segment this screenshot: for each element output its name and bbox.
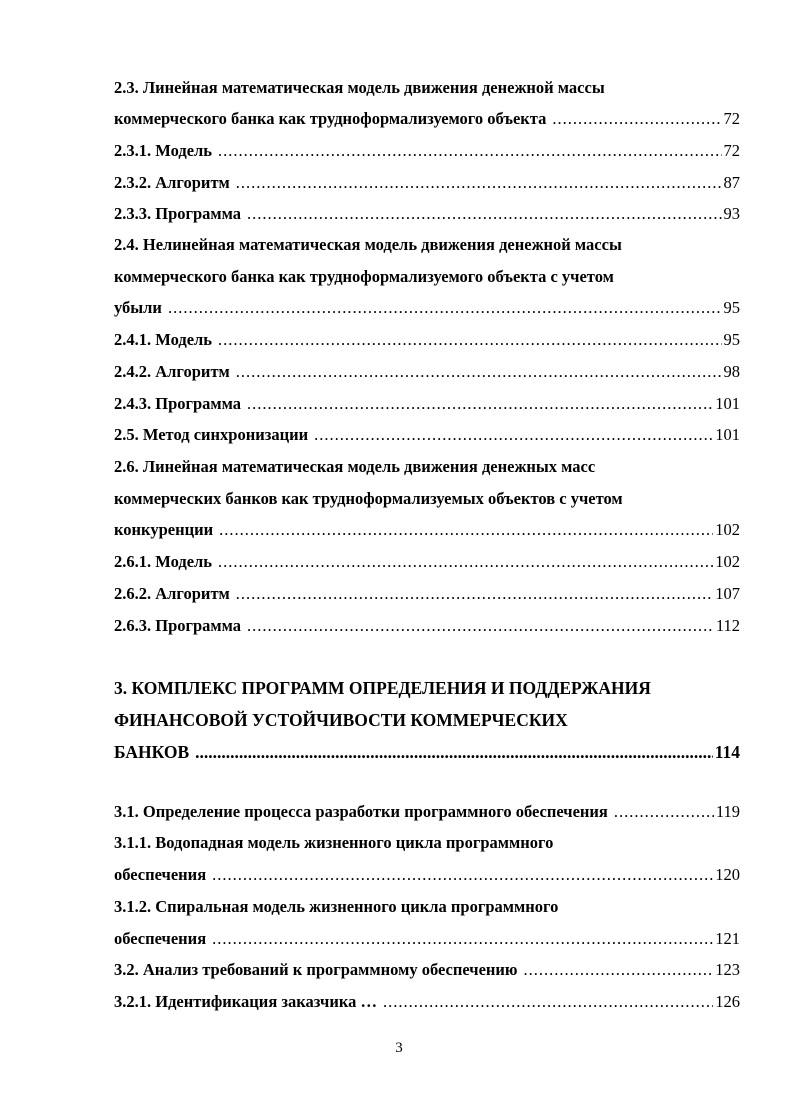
dot-leader [552,107,721,131]
toc-entry-title: 3.2.1. Идентификация заказчика … [114,992,378,1011]
dot-leader [212,927,713,951]
toc-entry-title: обеспечения [114,929,207,948]
toc-entry-title: 2.3. Линейная математическая модель движения денежной массы [114,78,605,97]
toc-entry-title: 2.6.3. Программа [114,616,242,635]
toc-entry[interactable] [114,139,740,163]
toc-entry[interactable] [114,107,740,131]
toc-entry[interactable] [114,927,740,951]
toc-entry-title: 2.3.2. Алгоритм [114,173,230,192]
toc-page-number: 114 [714,742,740,762]
dot-leader [218,550,713,574]
toc-chapter-title: БАНКОВ [114,742,190,762]
dot-leader [236,360,722,384]
toc-entry-title: 2.4.3. Программа [114,394,242,413]
dot-leader [212,863,713,887]
toc-entry[interactable] [114,863,740,887]
toc-entry[interactable] [114,958,740,982]
toc-line [114,233,740,257]
dot-leader [614,800,714,824]
toc-entry-title: 3.1.1. Водопадная модель жизненного цикла программного [114,833,554,852]
toc-chapter-line [114,674,740,702]
toc-page-number: 107 [715,584,740,603]
toc-page-number: 102 [715,552,740,571]
dot-leader [168,296,722,320]
toc-entry-title: обеспечения [114,865,207,884]
toc-entry[interactable] [114,296,740,320]
toc-page-number: 120 [715,865,740,884]
toc-line [114,265,740,289]
toc-entry-title: 2.5. Метод синхронизации [114,425,309,444]
toc-page-number: 87 [723,173,740,192]
dot-leader [195,738,713,766]
toc-entry[interactable] [114,171,740,195]
toc-entry-title: конкуренции [114,520,214,539]
toc-entry-title: 2.4.1. Модель [114,330,213,349]
toc-line [114,487,740,511]
toc-entry[interactable] [114,550,740,574]
toc-chapter-title: 3. КОМПЛЕКС ПРОГРАММ ОПРЕДЕЛЕНИЯ И ПОДДЕРЖАНИЯ [114,678,651,698]
dot-leader [524,958,714,982]
toc-line [114,455,740,479]
toc-chapter-line [114,706,740,734]
toc-entry[interactable] [114,582,740,606]
dot-leader [247,202,721,226]
page-number: 3 [395,1040,403,1056]
toc-page-number: 95 [723,330,740,349]
toc-entry-title: 2.3.3. Программа [114,204,242,223]
toc-page-number: 121 [715,929,740,948]
toc-entry-title: 3.1. Определение процесса разработки программного обеспечения [114,802,608,821]
dot-leader [218,139,721,163]
toc-entry-title: коммерческого банка как трудноформализуемого объекта [114,109,547,128]
toc-page-number: 93 [723,204,740,223]
toc-entry[interactable] [114,423,740,447]
toc-page-number: 101 [715,425,740,444]
toc-entry[interactable] [114,614,740,638]
toc-entry-title: коммерческих банков как трудноформализуемых объектов с учетом [114,489,623,508]
toc-entry[interactable] [114,360,740,384]
toc-line [114,895,740,919]
dot-leader [247,392,713,416]
toc-page-number: 98 [723,362,740,381]
dot-leader [219,518,713,542]
toc-entry-title: 3.1.2. Спиральная модель жизненного цикла программного [114,897,559,916]
toc-entry[interactable] [114,518,740,542]
toc-page-number: 72 [723,109,740,128]
toc-page-number: 72 [723,141,740,160]
toc-entry-title: 2.6.1. Модель [114,552,213,571]
toc-entry-title: 2.4. Нелинейная математическая модель движения денежной массы [114,235,622,254]
toc-entry[interactable] [114,800,740,824]
toc-line [114,76,740,100]
toc-page-number: 126 [715,992,740,1011]
toc-chapter-title: ФИНАНСОВОЙ УСТОЙЧИВОСТИ КОММЕРЧЕСКИХ [114,710,568,730]
toc-entry[interactable] [114,328,740,352]
dot-leader [236,582,713,606]
toc-entry-title: 2.6.2. Алгоритм [114,584,230,603]
dot-leader [236,171,722,195]
dot-leader [314,423,713,447]
toc-entry-title: убыли [114,298,162,317]
toc-chapter-entry[interactable] [114,738,740,766]
dot-leader [247,614,714,638]
toc-entry-title: 3.2. Анализ требований к программному обеспечению [114,960,518,979]
toc-page-number: 102 [715,520,740,539]
toc-page-number: 123 [715,960,740,979]
toc-page-number: 95 [723,298,740,317]
toc-entry-title: 2.3.1. Модель [114,141,213,160]
toc-line [114,831,740,855]
toc-page-number: 101 [715,394,740,413]
dot-leader [383,990,713,1014]
toc-entry[interactable] [114,990,740,1014]
toc-entry-title: 2.4.2. Алгоритм [114,362,230,381]
toc-entry-title: 2.6. Линейная математическая модель движения денежных масс [114,457,596,476]
dot-leader [218,328,721,352]
toc-entry-title: коммерческого банка как трудноформализуемого объекта с учетом [114,267,614,286]
toc-page-number: 119 [715,802,740,821]
toc-page-number: 112 [715,616,740,635]
toc-entry[interactable] [114,202,740,226]
toc-entry[interactable] [114,392,740,416]
